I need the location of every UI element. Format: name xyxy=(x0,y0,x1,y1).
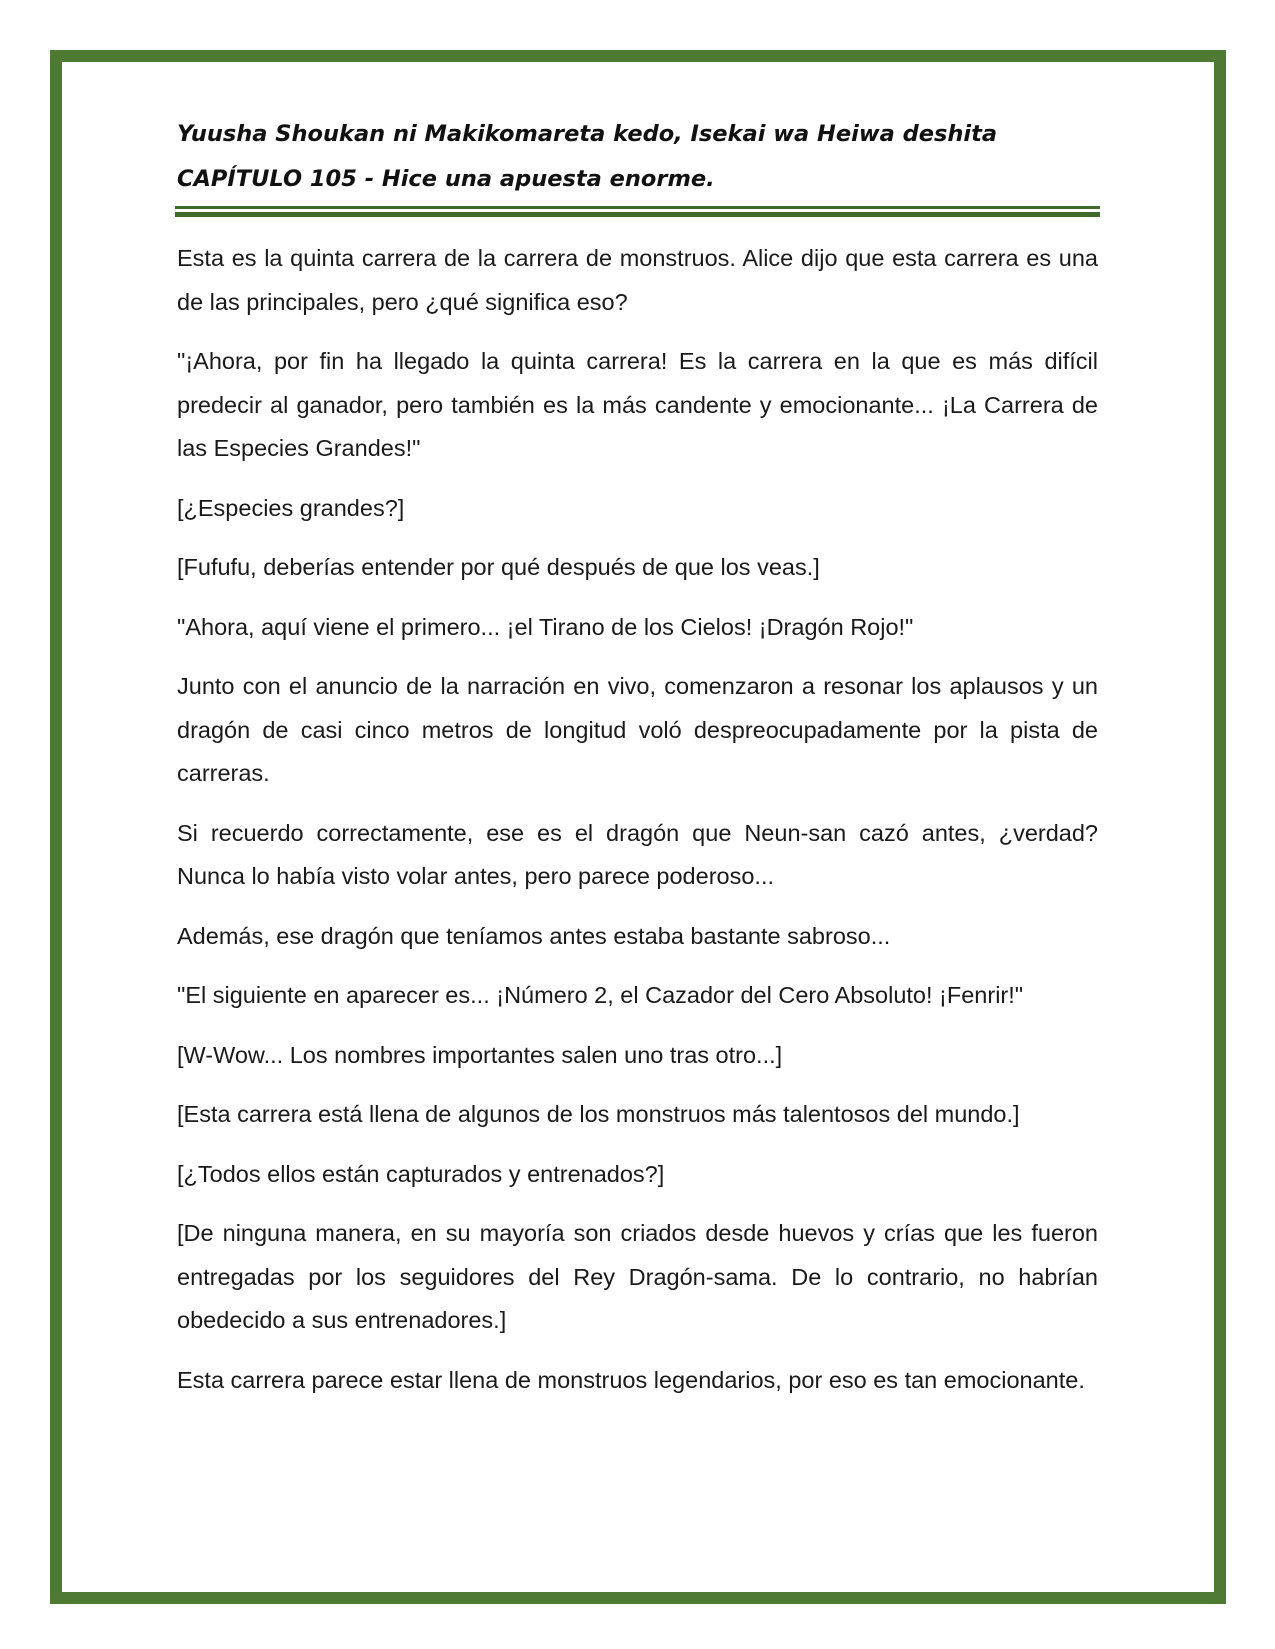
paragraph: "¡Ahora, por fin ha llegado la quinta carrera! Es la carrera en la que es más difícil predecir al ganador, pero también es la más candente y emocionante... ¡La Carrera de las Especies Grandes!" xyxy=(177,348,1098,461)
paragraph: [Fufufu, deberías entender por qué después de que los veas.] xyxy=(177,554,820,580)
document-header xyxy=(177,112,1098,217)
header-divider-thin xyxy=(175,206,1100,209)
paragraph: [¿Especies grandes?] xyxy=(177,494,405,521)
paragraph: "El siguiente en aparecer es... ¡Número 2, el Cazador del Cero Absoluto! ¡Fenrir!" xyxy=(177,982,1024,1008)
paragraph: "Ahora, aquí viene el primero... ¡el Tirano de los Cielos! ¡Dragón Rojo!" xyxy=(177,613,914,640)
header-divider-thick xyxy=(175,212,1100,217)
chapter-title: CAPÍTULO 105 - Hice una apuesta enorme. xyxy=(177,166,715,192)
document-content xyxy=(177,112,1098,1418)
paragraph: Junto con el anuncio de la narración en vivo, comenzaron a resonar los aplausos y un dragón de casi cinco metros de longitud voló despreocupadamente por la pista de carreras. xyxy=(177,673,1098,786)
paragraph: Esta carrera parece estar llena de monstruos legendarios, por eso es tan emocionante. xyxy=(177,1366,1085,1393)
paragraph: Además, ese dragón que teníamos antes estaba bastante sabroso... xyxy=(177,922,891,949)
paragraph: [De ninguna manera, en su mayoría son criados desde huevos y crías que les fueron entregadas por los seguidores del Rey Dragón-sama. De lo contrario, no habrían obedecido a sus entrenadores.] xyxy=(177,1220,1098,1333)
paragraph: Esta es la quinta carrera de la carrera de monstruos. Alice dijo que esta carrera es una de las principales, pero ¿qué significa eso? xyxy=(177,245,1098,315)
paragraph: Si recuerdo correctamente, ese es el dragón que Neun-san cazó antes, ¿verdad? Nunca lo había visto volar antes, pero parece poderoso... xyxy=(177,819,1098,889)
paragraph: [Esta carrera está llena de algunos de los monstruos más talentosos del mundo.] xyxy=(177,1101,1020,1127)
series-title: Yuusha Shoukan ni Makikomareta kedo, Isekai wa Heiwa deshita xyxy=(177,121,998,147)
body-text xyxy=(177,237,1098,1402)
paragraph: [¿Todos ellos están capturados y entrenados?] xyxy=(177,1160,665,1187)
paragraph: [W-Wow... Los nombres importantes salen uno tras otro...] xyxy=(177,1041,783,1068)
